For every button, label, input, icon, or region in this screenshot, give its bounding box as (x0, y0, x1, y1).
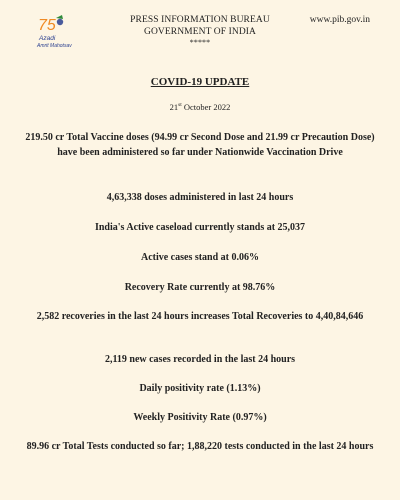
update-date (0, 102, 400, 112)
active-caseload-paragraph: India's Active caseload currently stands at 25,037 (94, 222, 306, 233)
logo-line1: Azadi (39, 35, 56, 42)
website-link[interactable]: www.pib.gov.in (309, 15, 370, 25)
org-line2: GOVERNMENT OF INDIA (143, 27, 257, 37)
vaccine-doses-paragraph: 219.50 cr Total Vaccine doses (94.99 cr Second Dose and 21.99 cr Precaution Dose) have been administered so far under Nationwide Vaccination Drive (25, 132, 375, 158)
total-tests-paragraph: 89.96 cr Total Tests conducted so far; 1,88,220 tests conducted in the last 24 hours (26, 441, 374, 452)
new-cases-paragraph: 2,119 new cases recorded in the last 24 hours (104, 354, 296, 365)
active-cases-percent-paragraph: Active cases stand at 0.06% (140, 252, 260, 263)
date-rest: October 2022 (181, 102, 231, 112)
date-suffix: st (178, 102, 182, 109)
recoveries-paragraph: 2,582 recoveries in the last 24 hours increases Total Recoveries to 4,40,84,646 (36, 311, 364, 322)
org-line1: PRESS INFORMATION BUREAU (130, 15, 270, 25)
logo-number: 75 (38, 17, 56, 34)
daily-positivity-paragraph: Daily positivity rate (1.13%) (139, 383, 261, 394)
recovery-rate-paragraph: Recovery Rate currently at 98.76% (124, 282, 276, 293)
date-day: 21 (169, 102, 179, 112)
page-title: COVID-19 UPDATE (150, 76, 250, 88)
logo-line2: Amrit Mahotsav (37, 43, 72, 49)
doses-24h-paragraph: 4,63,338 doses administered in last 24 hours (106, 192, 294, 203)
header-stars: ***** (189, 38, 211, 47)
weekly-positivity-paragraph: Weekly Positivity Rate (0.97%) (133, 412, 267, 423)
